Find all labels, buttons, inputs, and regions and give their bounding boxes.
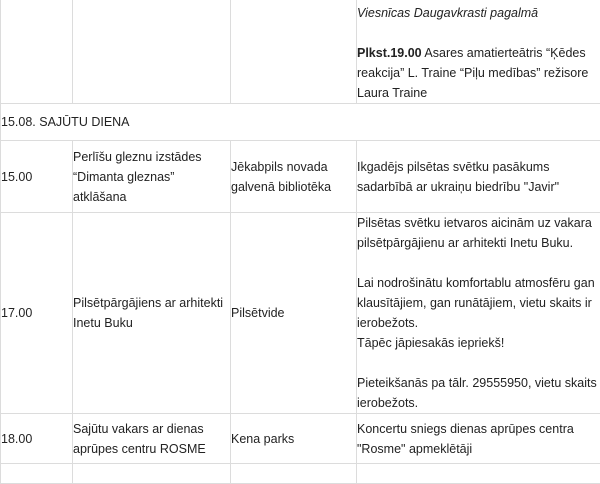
event-place: Kena parks — [231, 432, 294, 446]
time-cell — [1, 414, 73, 464]
table-row — [1, 213, 600, 414]
time-cell — [1, 141, 73, 213]
description-cell — [357, 0, 600, 104]
performance-text: Asares amatierteātris “Ķēdes reakcija” L. Traine “Piļu medības” režisore Laura Traine — [357, 46, 588, 100]
place-cell — [231, 414, 357, 464]
performance-note — [357, 43, 600, 103]
place-cell — [231, 141, 357, 213]
event-description: Pilsētas svētku ietvaros aicinām uz vakara pilsētpārgājienu ar arhitekti Inetu Buku. — [357, 213, 600, 253]
event-time: 15.00 — [1, 170, 32, 184]
place-cell — [231, 213, 357, 414]
description-cell — [357, 141, 600, 213]
event-description: Lai nodrošinātu komfortablu atmosfēru gan klausītājiem, gan runātājiem, vietu skaits ir ierobežots. — [357, 273, 600, 333]
time-cell — [1, 0, 73, 104]
event-title: Sajūtu vakars ar dienas aprūpes centru ROSME — [73, 422, 206, 456]
event-description: Ikgadējs pilsētas svētku pasākums sadarbībā ar ukraiņu biedrību "Javir" — [357, 160, 559, 194]
table-row — [1, 141, 600, 213]
time-cell — [1, 464, 73, 484]
event-description: Koncertu sniegs dienas aprūpes centra "Rosme" apmeklētāji — [357, 422, 574, 456]
table-row — [1, 464, 600, 484]
description-cell — [357, 464, 600, 484]
description-cell — [357, 414, 600, 464]
description-cell — [357, 213, 600, 414]
event-title: Perlīšu gleznu izstādes “Dimanta gleznas” atklāšana — [73, 150, 202, 204]
place-cell — [231, 464, 357, 484]
venue-note: Viesnīcas Daugavkrasti pagalmā — [357, 3, 600, 23]
table-row — [1, 414, 600, 464]
event-cell — [73, 0, 231, 104]
day-header-row — [1, 104, 600, 141]
event-place: Jēkabpils novada galvenā bibliotēka — [231, 160, 331, 194]
event-cell — [73, 464, 231, 484]
table-row — [1, 0, 600, 104]
day-header — [1, 104, 600, 141]
event-cell — [73, 141, 231, 213]
event-cell — [73, 213, 231, 414]
day-title: 15.08. SAJŪTU DIENA — [1, 115, 130, 129]
time-cell — [1, 213, 73, 414]
performance-time: Plkst.19.00 — [357, 46, 422, 60]
event-description: Tāpēc jāpiesakās iepriekš! — [357, 333, 600, 353]
event-description: Pieteikšanās pa tālr. 29555950, vietu skaits ierobežots. — [357, 373, 600, 413]
event-title: Pilsētpārgājiens ar arhitekti Inetu Buku — [73, 296, 223, 330]
event-time: 17.00 — [1, 306, 32, 320]
event-cell — [73, 414, 231, 464]
event-time: 18.00 — [1, 432, 32, 446]
event-place: Pilsētvide — [231, 306, 285, 320]
place-cell — [231, 0, 357, 104]
